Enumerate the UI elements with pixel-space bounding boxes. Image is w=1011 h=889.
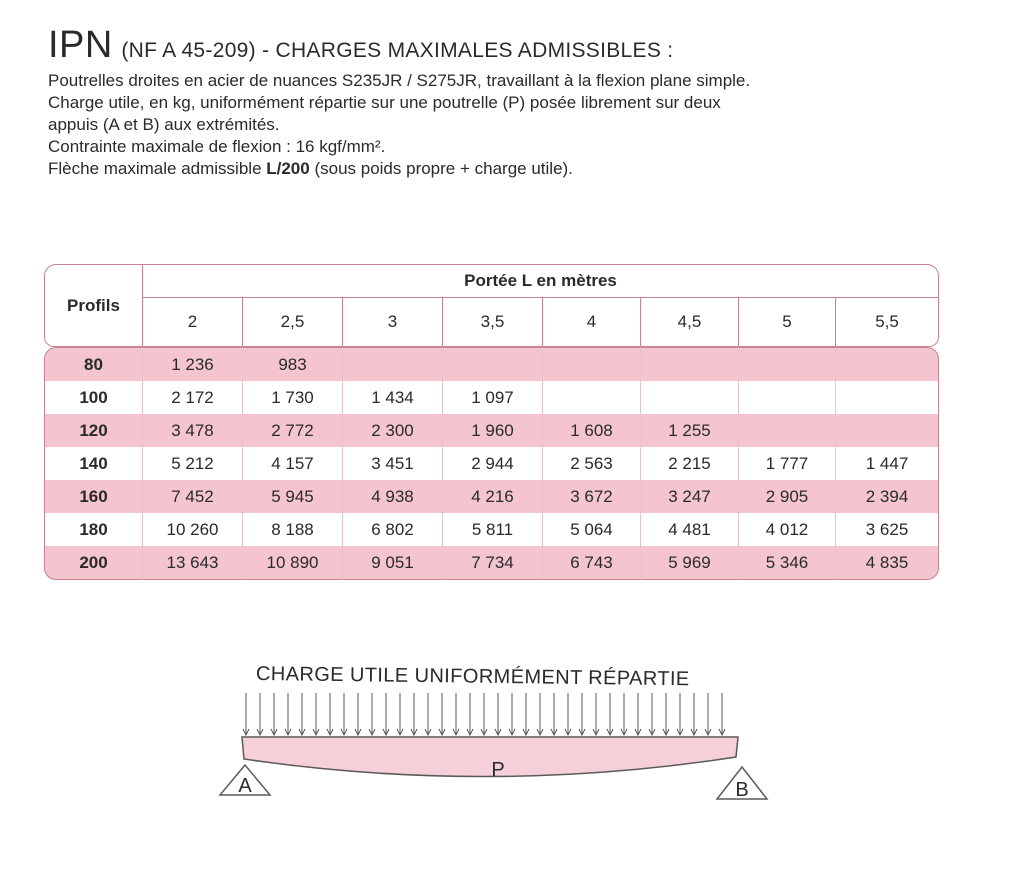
load-cell: 1 608: [543, 414, 641, 447]
load-cell: 13 643: [143, 546, 243, 580]
load-cell: 5 064: [543, 513, 641, 546]
load-cell: [836, 347, 939, 381]
span-header-7: 5: [739, 298, 836, 347]
load-cell: 3 247: [641, 480, 739, 513]
support-a-label: A: [238, 775, 252, 797]
table-row: [44, 546, 939, 580]
load-cell: [739, 347, 836, 381]
description-line: Contrainte maximale de flexion : 16 kgf/mm².: [48, 136, 386, 156]
load-arrows: [243, 693, 725, 735]
beam: [242, 737, 738, 777]
deflection-ratio: L/200: [266, 158, 310, 178]
profil-cell: 80: [44, 347, 143, 381]
load-cell: [641, 381, 739, 414]
document-header: [48, 26, 988, 180]
title-subtitle: (NF A 45-209) - CHARGES MAXIMALES ADMISSIBLES :: [121, 39, 674, 62]
span-header-4: 3,5: [443, 298, 543, 347]
load-cell: [739, 381, 836, 414]
load-cell: 1 097: [443, 381, 543, 414]
load-cell: 2 172: [143, 381, 243, 414]
load-cell: 4 012: [739, 513, 836, 546]
table-row: [44, 414, 939, 447]
table-row: [44, 480, 939, 513]
load-table-container: [44, 264, 939, 586]
load-cell: 2 563: [543, 447, 641, 480]
description: [48, 70, 988, 180]
load-cell: 5 945: [243, 480, 343, 513]
load-cell: 2 300: [343, 414, 443, 447]
profil-cell: 180: [44, 513, 143, 546]
load-cell: 1 777: [739, 447, 836, 480]
load-cell: [343, 347, 443, 381]
load-cell: 1 255: [641, 414, 739, 447]
span-header-1: 2: [143, 298, 243, 347]
description-line: Charge utile, en kg, uniformément répartie sur une poutrelle (P) posée librement sur deux: [48, 92, 721, 112]
load-cell: 1 730: [243, 381, 343, 414]
load-cell: [836, 414, 939, 447]
load-cell: 4 216: [443, 480, 543, 513]
load-cell: 5 212: [143, 447, 243, 480]
profil-cell: 200: [44, 546, 143, 580]
support-b-label: B: [735, 779, 749, 801]
profil-cell: 140: [44, 447, 143, 480]
load-cell: [836, 381, 939, 414]
load-cell: 5 969: [641, 546, 739, 580]
description-line: appuis (A et B) aux extrémités.: [48, 114, 280, 134]
load-cell: 4 157: [243, 447, 343, 480]
load-cell: 983: [243, 347, 343, 381]
table-row: [44, 447, 939, 480]
load-cell: 7 734: [443, 546, 543, 580]
beam-label: P: [491, 759, 505, 781]
load-cell: 1 447: [836, 447, 939, 480]
load-cell: [739, 414, 836, 447]
span-header-8: 5,5: [836, 298, 939, 347]
description-line: Poutrelles droites en acier de nuances S235JR / S275JR, travaillant à la flexion plane simple.: [48, 70, 751, 90]
span-header-row: [44, 298, 939, 347]
load-cell: [443, 347, 543, 381]
load-cell: 10 890: [243, 546, 343, 580]
load-cell: 7 452: [143, 480, 243, 513]
load-cell: 2 944: [443, 447, 543, 480]
deflection-note: (sous poids propre + charge utile).: [309, 158, 573, 178]
table-body: [44, 347, 939, 580]
diagram-label: CHARGE UTILE UNIFORMÉMENT RÉPARTIE: [255, 663, 690, 691]
load-cell: 6 743: [543, 546, 641, 580]
table-row: [44, 513, 939, 546]
profil-cell: 160: [44, 480, 143, 513]
load-cell: 6 802: [343, 513, 443, 546]
load-cell: [543, 347, 641, 381]
profil-cell: 100: [44, 381, 143, 414]
profil-cell: 120: [44, 414, 143, 447]
header-profils: Profils: [44, 264, 143, 347]
load-cell: 3 478: [143, 414, 243, 447]
load-cell: 5 811: [443, 513, 543, 546]
span-header-5: 4: [543, 298, 641, 347]
header-portee: Portée L en mètres: [143, 264, 939, 298]
load-cell: 4 835: [836, 546, 939, 580]
table-row: [44, 381, 939, 414]
title: [48, 26, 988, 66]
table-row: [44, 347, 939, 381]
load-cell: 2 394: [836, 480, 939, 513]
load-cell: 1 434: [343, 381, 443, 414]
load-cell: 3 672: [543, 480, 641, 513]
title-main: IPN: [48, 24, 113, 66]
span-header-2: 2,5: [243, 298, 343, 347]
load-cell: 9 051: [343, 546, 443, 580]
load-cell: 1 236: [143, 347, 243, 381]
span-header-6: 4,5: [641, 298, 739, 347]
load-table: [44, 264, 939, 580]
load-cell: [543, 381, 641, 414]
load-cell: 3 451: [343, 447, 443, 480]
beam-diagram: [210, 655, 790, 825]
load-cell: 2 772: [243, 414, 343, 447]
load-cell: 10 260: [143, 513, 243, 546]
load-cell: 2 215: [641, 447, 739, 480]
span-header-3: 3: [343, 298, 443, 347]
load-cell: 8 188: [243, 513, 343, 546]
load-cell: [641, 347, 739, 381]
load-cell: 4 938: [343, 480, 443, 513]
load-cell: 1 960: [443, 414, 543, 447]
deflection-text: Flèche maximale admissible: [48, 158, 267, 178]
load-cell: 3 625: [836, 513, 939, 546]
description-line-deflection: [48, 158, 988, 180]
load-cell: 2 905: [739, 480, 836, 513]
load-cell: 5 346: [739, 546, 836, 580]
load-cell: 4 481: [641, 513, 739, 546]
